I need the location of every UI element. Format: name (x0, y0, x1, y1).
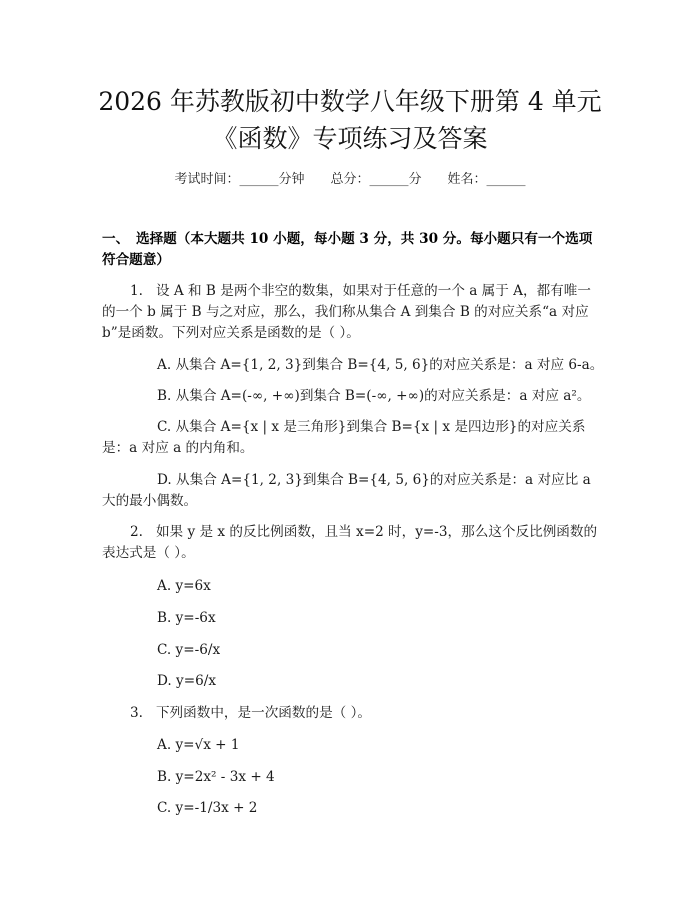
section-1-heading: 一、 选择题（本大题共 10 小题，每小题 3 分，共 30 分。每小题只有一个选项符合题意） (102, 231, 593, 268)
student-name-blank: ______ (486, 172, 526, 187)
exam-time-blank: ______ (239, 172, 279, 187)
question-3-text: 下列函数中，是一次函数的是（ ）。 (155, 705, 371, 721)
question-2-option-b: B. y=-6x (157, 610, 216, 626)
question-2-option-d: D. y=6/x (157, 673, 217, 689)
question-1-option-b: B. 从集合 A=(-∞, +∞)到集合 B=(-∞, +∞)的对应关系是：a 对应 a²。 (157, 388, 591, 404)
question-1-stem (102, 281, 598, 344)
question-2-stem (102, 522, 598, 564)
question-3-number: 3. (130, 705, 143, 721)
exam-time-label: 考试时间： (174, 172, 240, 187)
question-3-option-a: A. y=√x + 1 (157, 737, 240, 753)
exam-info-line (0, 168, 700, 187)
student-name-label: 姓名： (447, 172, 487, 187)
question-1-option-a: A. 从集合 A={1, 2, 3}到集合 B={4, 5, 6}的对应关系是：a 对应 6-a。 (157, 357, 604, 373)
question-1-option-c: C. 从集合 A={x | x 是三角形}到集合 B={x | x 是四边形}的对应关系是：a 对应 a 的内角和。 (102, 419, 586, 456)
question-2-text: 如果 y 是 x 的反比例函数，且当 x=2 时，y=-3，那么这个反比例函数的表达式是（ ）。 (102, 524, 598, 561)
question-2-option-a: A. y=6x (157, 578, 211, 594)
document-title-line-1: 2026 年苏教版初中数学八年级下册第 4 单元 (98, 87, 602, 116)
total-score-unit: 分 (408, 172, 422, 187)
question-2-option-c: C. y=-6/x (157, 642, 221, 658)
total-score-label: 总分： (330, 172, 370, 187)
question-1-text: 设 A 和 B 是两个非空的数集，如果对于任意的一个 a 属于 A，都有唯一的一个 b 属于 B 与之对应，那么，我们称从集合 A 到集合 B 的对应关系“a 对应 b”是函数。下列对应关系是函数的是（ ）。 (102, 283, 591, 341)
question-1-number: 1. (130, 283, 143, 299)
question-3-stem (102, 703, 598, 724)
exam-time-unit: 分钟 (278, 172, 305, 187)
question-3-option-c: C. y=-1/3x + 2 (157, 800, 258, 816)
question-2-number: 2. (130, 524, 143, 540)
question-1-option-d: D. 从集合 A={1, 2, 3}到集合 B={4, 5, 6}的对应关系是：a 对应比 a 大的最小偶数。 (102, 472, 591, 509)
document-title-line-2: 《函数》专项练习及答案 (212, 124, 488, 153)
total-score-blank: ______ (369, 172, 409, 187)
question-3-option-b: B. y=2x² - 3x + 4 (157, 769, 275, 785)
